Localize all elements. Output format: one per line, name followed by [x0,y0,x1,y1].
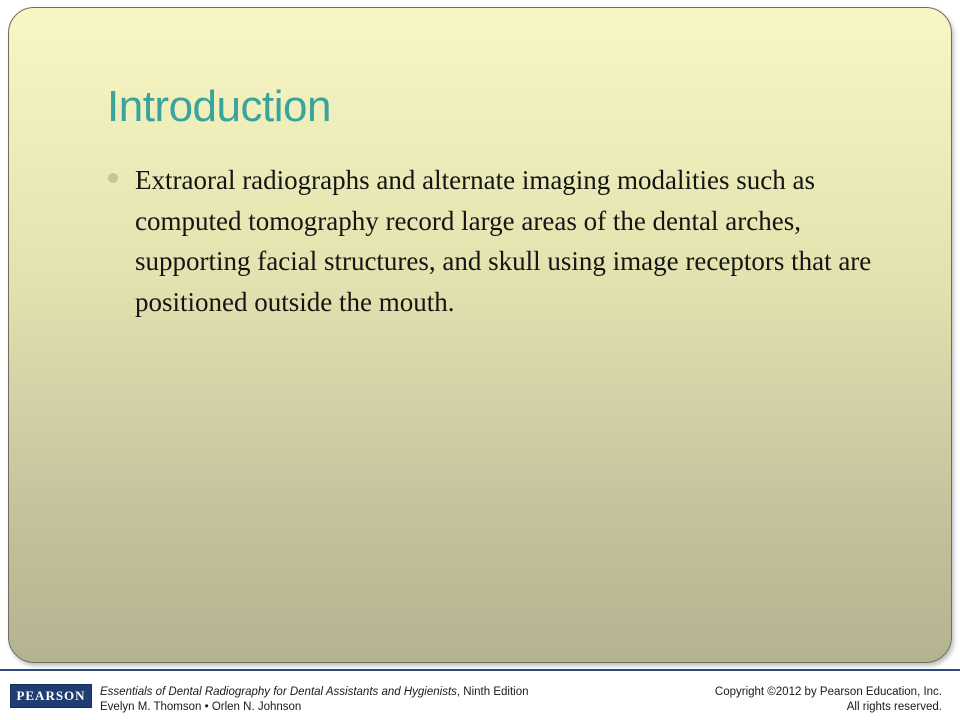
pearson-logo [10,684,92,708]
bullet-item [108,160,898,322]
pearson-logo-text: PEARSON [16,688,86,703]
bullet-dot-icon [108,173,118,183]
footer-authors: Evelyn M. Thomson • Orlen N. Johnson [100,701,302,713]
footer-copyright-block [715,685,942,715]
footer-book-title: Essentials of Dental Radiography for Dental Assistants and Hygienists [100,686,457,698]
footer-book-line [100,685,529,700]
footer-rights: All rights reserved. [846,701,942,713]
footer-copyright: Copyright ©2012 by Pearson Education, Inc. [714,686,942,698]
bullet-text: Extraoral radiographs and alternate imaging modalities such as computed tomography record large areas of the dental arches, supporting facial structures, and skull using image receptors that are positioned outside the mouth. [135,165,872,317]
bullet-list [108,160,898,322]
slide-title: Introduction [107,82,331,131]
footer-citation [100,685,529,715]
footer-divider [0,669,960,671]
footer-edition: , Ninth Edition [456,686,529,698]
